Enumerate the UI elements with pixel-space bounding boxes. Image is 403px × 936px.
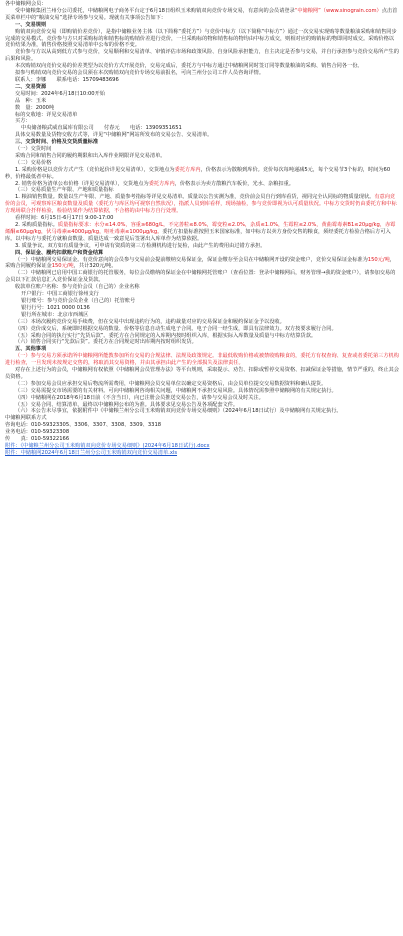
sale-price-text: 2. 销售价格为清单公布价格（详见交易清单），交货地点为委托方库内，价格表示为卖方散粮汽车板价，光水、杂粮扣重。: [15, 180, 294, 187]
contract-text: （四）竞价成交后，系统即时根据交易的数量、价格等信息自动生成电子合同。电子合同一经生成，即具有法律效力。双方按要求履行合同。: [15, 325, 337, 332]
bank-name: 开户银行：中国工商银行徐州支行: [21, 291, 99, 298]
deposit-text: （一）中储粮网交易保证金。有竞价意向的会员参与交易前会提前缴纳交易保证金，保证金缴存至会员在中储粮网开设的资金账户，竞价交易保证金标准为150元/吨，采购合同履约保证金150元/吨，共计320元/吨。: [5, 256, 395, 270]
rules-paragraph-1: 购销双向竞价交易（即购销价差竞价），是指中储粮业务主体（以下简称“委托方”）与竞价中标方（以下简称“中标方”）通过一次交易实现购等数量粮油采购和销售同步完成的交易模式。竞价参与方只对采购标的和销售标的购销价差进行竞价，一旦采购标的物和销售标的物均由中标方成交，则相对应的购销标的物即同时成交。采购价格以竞价结果为准，销售价格按照交易清单中公布的价格不变。: [5, 28, 397, 49]
rules-paragraph-2: 竞价参与方以从高到低方式参与竞价，交易顺利和交易清单、审慎评估市场和政策风险、自身风险承担能力，自主决定是否参与交易，并自行承担参与竞价交易所产生的后果和风险。: [5, 49, 399, 63]
trade-location: 标的交收地：详见交易清单: [15, 111, 78, 118]
section-heading-deposit: 四、保证金、履约扣款账户和资金结算: [15, 249, 104, 256]
delivery-time-text: 采购合同和销售合同的履约期限和出入库作业期限详见交易清单。: [15, 152, 166, 159]
rules-paragraph-3: 本次购销双向竞价交易的价差类型为以竞价方式开展竞价，交易完成后，委托方与中标方通过中储粮网同时签订同等数量粮油的采购、销售合同各一份。: [15, 63, 363, 70]
other-item-3: （三）交易需提交市场需要的有关材料。可向中储粮网咨询相关问题，中储粮网不承担交易风险。具体情况需参照中储粮网的有关规定执行。: [15, 387, 337, 394]
greeting: 各中储粮网会员：: [5, 1, 47, 7]
rules-paragraph-4: 拟参与购销双向竞价交易的会员须在本次购销双向竞价专场交易前报名，可向兰州分公司工作人员咨询详情。: [15, 70, 265, 77]
other-item-1: （一）参与交易方须承诺所中储粮网所能教参加所有交易的合规法律、法规及政策规定。非最低收购价格或被禁收购粮食的，委托方有权查询、复查或者委托第三方机构进行检查，一旦发现未按规定交售的，将取消其交易资格，并由其承担由此产生的全部损失及法律责任。: [5, 353, 399, 367]
contact-tel: 咨询电话：010-59323305、3306、3307、3308、3309、3318: [5, 422, 162, 429]
section-heading-rules: 一、交易规则: [15, 21, 47, 28]
purchase-settlement: （五）采购合同的执行实行“先货后款”。委托方在合同规定的入库期内按时组织入库，根据实际入库数量及质量与中标方结算货款。: [15, 332, 317, 339]
quality-heading: （三）交易质量生产年限、产地和质量指标: [15, 187, 114, 194]
buyer-info: 中央储备粮武威直属库有限公司 付春元 电话：13909351651: [21, 125, 182, 132]
attachment-link-list[interactable]: 附件：中储粮网2024年6月18日兰州分公司玉米购销双向竞价交易清单.xls: [5, 449, 178, 456]
contact-service: 业务电话：010-59323308: [5, 429, 70, 436]
trade-variety: 品 种：玉米: [15, 97, 47, 104]
quality-text-1: 1. 粮油销售数量。数量以生产年限、产地、质量参考指标等详见交易清单。质量以公告实测为准，竞价前会员自行到库看货，视同完全认同标的物质量现状。有意向竞价的会员，可观察库区粮食数量及质量（委托方与库区均可视察自然状况），指派人员到库看样，现场抽检，参与竞价即视为认可质量状况。中标方交货时仍由委托方和中标方现场联合扦样检验，检验结果作为结算依据，不合格的由中标方自行处理。: [5, 194, 397, 215]
buyer-heading: 买方：: [15, 118, 31, 125]
price-heading: （二）交易价格: [15, 159, 52, 166]
trade-time: 交易时间：2024年6月18日10:00开始: [15, 90, 105, 97]
resources-note: 具体交易数量及货物交收方式等，详见“中储粮网”网站所发布的交易公告、交易清单。: [15, 132, 213, 139]
other-item-4: （四）中储粮网在2018年6月18日前（不含当日），向已注册会员推送交易公告，请参与交易会员及时关注。: [15, 394, 264, 401]
bank-code: 银行行号：1021 0000 0136: [21, 304, 90, 311]
purchase-price-text: 1. 采购价格是以竞价方式产生（竞价起价详见交易清单），交货地点为委托方库内，价格表示为散粮到库价。竞价每次每吨递减5元，每个交易节3个标的，时间为60秒，价格最低者中标。: [5, 166, 391, 180]
rules-contact: 联系人：李娜 联系电话：15709483696: [15, 76, 119, 83]
quality-text-2: 2. 采购质量指标。质量指标要求：水分≤14.0%，容重≥680g/L，不完善粒≤8.0%，霉变粒≤2.0%，杂质≤1.0%，生霉粒≤2.0%，黄曲霉毒素B1≤20μg/kg，赤霉烯酮≤60μg/kg，伏马毒素≤4000μg/kg，呕吐毒素≤1000μg/kg。委托方扣量标准按照玉米国家标准，如中标方以卖方身份交售的粮食，须经委托方检验合格后方可入库。以中标方与委托方就粮食数量、质量达成一致意见后签署出入库单作为结算依据。: [5, 222, 396, 242]
payee-name: 收款单位账户名称：参与竞价会员（自己的）企业名称: [15, 284, 140, 291]
section-heading-resources: 二、交易资源: [15, 83, 47, 90]
contact-fax: 传 真：010-59322166: [5, 436, 70, 443]
bank-account: 银行账号：参与竞价会员企业（自己的）托管账号: [21, 297, 136, 304]
other-item-2: （二）参加交易会员应承担交易后物流所需费用，中储粮网会员交易单位以确定交易资格后，由会员单位提交交易数据资料和确认提货。: [15, 380, 327, 387]
announcement-page: [0, 0, 403, 457]
section-heading-other: 五、其他事项: [15, 346, 47, 353]
delivery-time-heading: （一）交货时间: [15, 146, 52, 153]
trade-quantity: 数 量：2000吨: [15, 104, 55, 111]
contact-org: 中储粮网联系方式: [5, 415, 47, 422]
sale-settlement: （六）销售合同实行“先款后货”。委托方在合同规定时出库期内按时组织发货。: [15, 339, 197, 346]
other-item-6: （六）本公告未尽事宜，依据附件中《中储粮兰州分公司玉米购销双向竞价专场交易细则》（2024年6月18日试行）及中储粮网有关规定执行。: [15, 408, 342, 415]
other-item-5: （五）交易合同、结算清单，最终以中储粮网公布的为准。具体要求见交易公告及各项配套文件。: [15, 401, 239, 408]
quality-dispute: 3. 质量争议。双方如有质量争议，可申请有资质的第三方检测机构进行复检，由此产生的费用由过错方承担。: [15, 242, 266, 249]
bank-city: 银行所在城市：北京市西城区: [21, 311, 89, 318]
fee-text: （三）本场次履约竞价交易手续费，但在交易中出现违约行为的，违约裁量对应的交易保证金和履约保证金予以没收。: [15, 318, 285, 325]
intro-paragraph: 受中储粮集团兰州分公司委托，中储粮网电子商务平台定于6月18日组织玉米购销双向竞价专场交易，有意向的会员请登录“中储粮网”（www.sinograin.com）点击首页菜单栏中的“粮油交易”选择专场参与交易。现就有关事项公告如下：: [5, 7, 398, 21]
site-link-text: “中储粮网”（www.sinograin.com）: [294, 7, 382, 14]
section-heading-delivery: 三、交货时间、价格及交货质量标准: [15, 139, 99, 146]
escrow-text: （二）中储粮网已启用中国工商银行的托管服务，每位会员缴纳的保证金在中储粮网托管账户（查看位置：登录中储粮网后，财务管理→我的资金账户），请参加交易的会员以下汇款信息汇入竞价保证金及货款。: [5, 270, 396, 284]
inspection-time: 看样时间：6月15日-6月17日 9:00-17:00: [15, 215, 114, 222]
attachment-link-rules[interactable]: 附件：《中储粮兰州分公司玉米购销双向竞价专场交易细则》(2024年6月18日试行).docx: [5, 443, 210, 449]
other-item-1b: 对存在上述行为的会员，中储粮网有权依照《中储粮网会员管理办法》等平台规则，采取提示、劝告、扣除或暂停交易资格、扣减保证金等措施，情节严重的，终止其会员资格。: [5, 367, 399, 380]
